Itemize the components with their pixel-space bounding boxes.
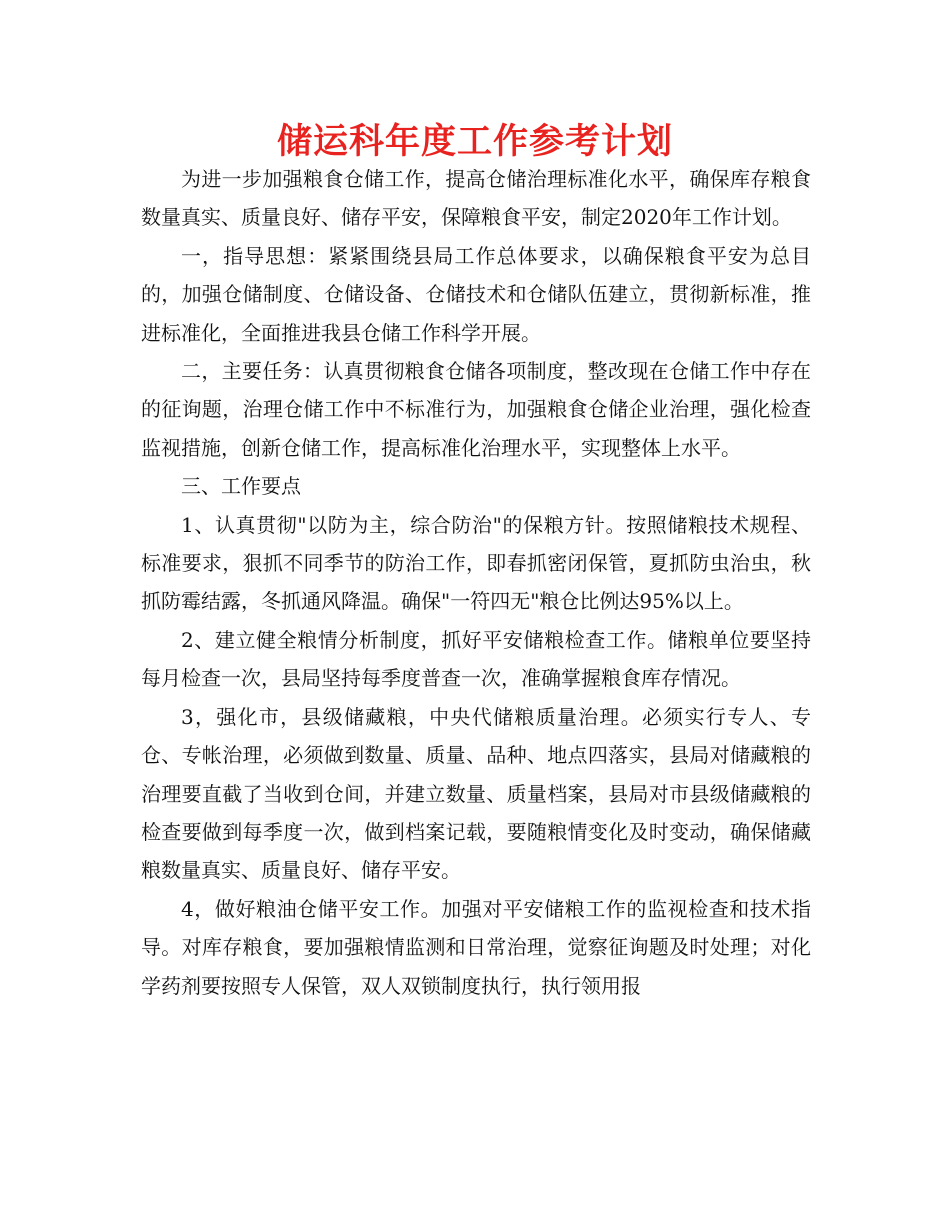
paragraph-point-3: 3，强化市，县级储藏粮，中央代储粮质量治理。必须实行专人、专仓、专帐治理，必须做到数量、质量、品种、地点四落实，县局对储藏粮的治理要直截了当收到仓间，并建立数量、质量档案，县局对市县级储藏粮的检查要做到每季度一次，做到档案记载，要随粮情变化及时变动，确保储藏粮数量真实、质量良好、储存平安。	[141, 704, 811, 883]
paragraph-main-tasks: 二，主要任务：认真贯彻粮食仓储各项制度，整改现在仓储工作中存在的征询题，治理仓储工作中不标准行为，加强粮食仓储企业治理，强化检查监视措施，创新仓储工作，提高标准化治理水平，实现整体上水平。	[141, 359, 811, 460]
paragraph-point-1: 1、认真贯彻"以防为主，综合防治"的保粮方针。按照储粮技术规程、标准要求，狠抓不同季节的防治工作，即春抓密闭保管，夏抓防虫治虫，秋抓防霉结露，冬抓通风降温。确保"一符四无"粮仓比例达95%以上。	[141, 512, 811, 614]
paragraph-point-2: 2、建立健全粮情分析制度，抓好平安储粮检查工作。储粮单位要坚持每月检查一次，县局坚持每季度普查一次，准确掌握粮食库存情况。	[141, 627, 811, 691]
paragraph-guiding-thought: 一，指导思想：紧紧围绕县局工作总体要求，以确保粮食平安为总目的，加强仓储制度、仓储设备、仓储技术和仓储队伍建立，贯彻新标准，推进标准化，全面推进我县仓储工作科学开展。	[141, 243, 811, 345]
section-heading-work-points: 三、工作要点	[181, 474, 301, 499]
paragraph-intro: 为进一步加强粮食仓储工作，提高仓储治理标准化水平，确保库存粮食数量真实、质量良好、储存平安，保障粮食平安，制定2020年工作计划。	[141, 167, 811, 230]
document-title: 储运科年度工作参考计划	[276, 122, 673, 162]
document-body	[141, 160, 811, 1005]
paragraph-point-4: 4，做好粮油仓储平安工作。加强对平安储粮工作的监视检查和技术指导。对库存粮食，要加强粮情监测和日常治理，觉察征询题及时处理；对化学药剂要按照专人保管，双人双锁制度执行，执行领用报	[141, 896, 811, 998]
